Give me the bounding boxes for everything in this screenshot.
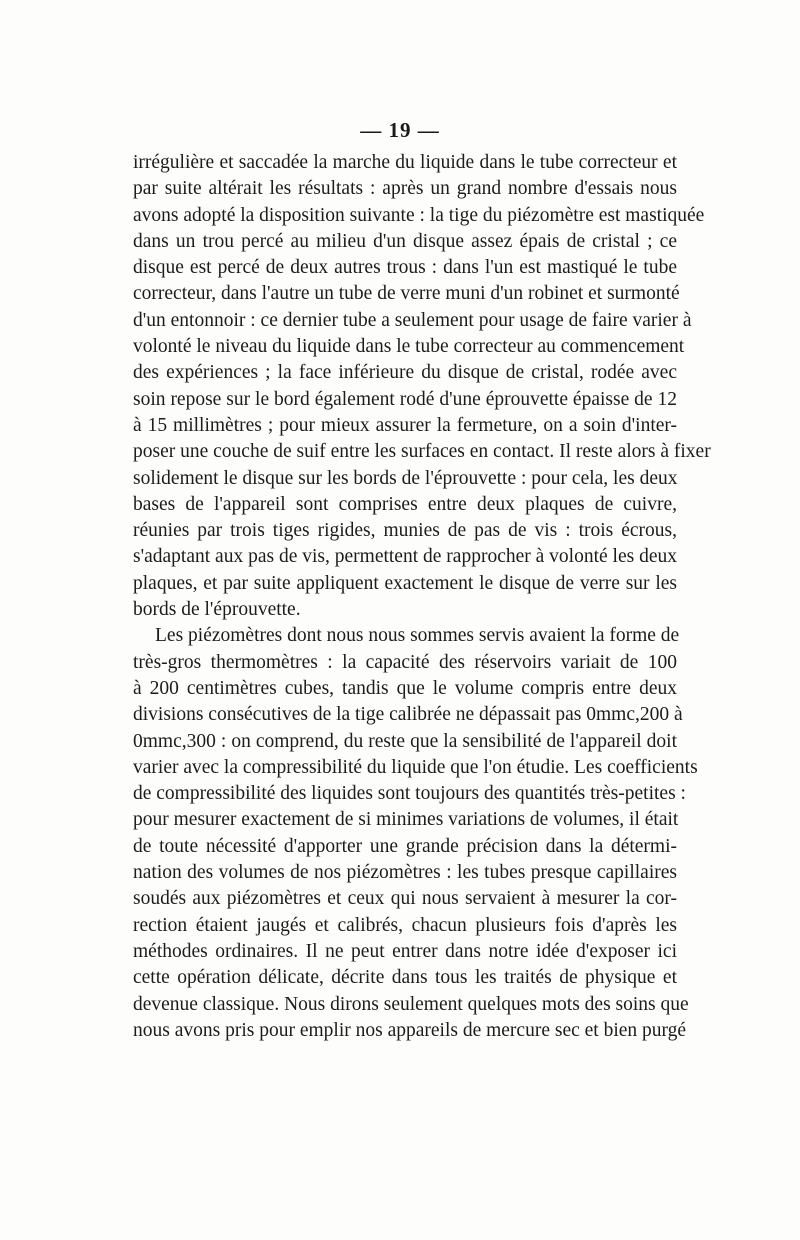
text-line: irrégulière et saccadée la marche du liquide dans le tube correcteur et bbox=[133, 152, 677, 173]
text-line: à 200 centimètres cubes, tandis que le volume compris entre deux bbox=[133, 677, 677, 699]
text-line: de toute nécessité d'apporter une grande précision dans la détermi- bbox=[133, 835, 677, 857]
page-number: — 19 — bbox=[360, 118, 440, 142]
text-line: poser une couche de suif entre les surfaces en contact. Il reste alors à fixer bbox=[133, 441, 711, 463]
text-line: varier avec la compressibilité du liquide que l'on étudie. Les coefficients bbox=[133, 756, 698, 778]
text-line: volonté le niveau du liquide dans le tube correcteur au commencement bbox=[133, 336, 685, 358]
text-line: très-gros thermomètres : la capacité des réservoirs variait de 100 bbox=[133, 651, 677, 673]
paragraph-1 bbox=[133, 150, 711, 623]
body-text bbox=[133, 150, 711, 1044]
text-line: dans un trou percé au milieu d'un disque assez épais de cristal ; ce bbox=[133, 230, 677, 252]
text-line: d'un entonnoir : ce dernier tube a seulement pour usage de faire varier à bbox=[133, 309, 692, 331]
paragraph-2 bbox=[133, 623, 698, 1044]
text-line: Les piézomètres dont nous nous sommes servis avaient la forme de bbox=[155, 625, 680, 647]
text-line: correcteur, dans l'autre un tube de verre muni d'un robinet et surmonté bbox=[133, 283, 680, 305]
text-line: cette opération délicate, décrite dans tous les traités de physique et bbox=[133, 967, 677, 989]
text-line: solidement le disque sur les bords de l'éprouvette : pour cela, les deux bbox=[133, 467, 678, 489]
text-line: plaques, et par suite appliquent exactement le disque de verre sur les bbox=[133, 572, 677, 594]
text-line: devenue classique. Nous dirons seulement quelques mots des soins que bbox=[133, 993, 689, 1015]
text-line: nation des volumes de nos piézomètres : les tubes presque capillaires bbox=[133, 862, 677, 884]
text-line: nous avons pris pour emplir nos appareils de mercure sec et bien purgé bbox=[133, 1019, 687, 1041]
text-line: rection étaient jaugés et calibrés, chacun plusieurs fois d'après les bbox=[133, 914, 677, 936]
text-line: divisions consécutives de la tige calibrée ne dépassait pas 0mmc,200 à bbox=[133, 704, 683, 726]
text-line: par suite altérait les résultats : après un grand nombre d'essais nous bbox=[133, 178, 677, 200]
text-line: pour mesurer exactement de si minimes variations de volumes, il était bbox=[133, 809, 679, 831]
text-line: s'adaptant aux pas de vis, permettent de rapprocher à volonté les deux bbox=[133, 546, 677, 568]
text-line: avons adopté la disposition suivante : la tige du piézomètre est mastiquée bbox=[133, 204, 705, 226]
text-line: bords de l'éprouvette. bbox=[133, 599, 301, 621]
text-line: 0mmc,300 : on comprend, du reste que la sensibilité de l'appareil doit bbox=[133, 730, 677, 752]
text-line: méthodes ordinaires. Il ne peut entrer dans notre idée d'exposer ici bbox=[133, 940, 677, 962]
text-line: soudés aux piézomètres et ceux qui nous servaient à mesurer la cor- bbox=[133, 888, 677, 910]
text-line: de compressibilité des liquides sont toujours des quantités très-petites : bbox=[133, 783, 686, 805]
text-line: soin repose sur le bord également rodé d'une éprouvette épaisse de 12 bbox=[133, 388, 677, 410]
text-line: des expériences ; la face inférieure du disque de cristal, rodée avec bbox=[133, 362, 677, 384]
text-line: réunies par trois tiges rigides, munies de pas de vis : trois écrous, bbox=[133, 520, 677, 542]
text-line: disque est percé de deux autres trous : dans l'un est mastiqué le tube bbox=[133, 257, 677, 279]
text-line: à 15 millimètres ; pour mieux assurer la fermeture, on a soin d'inter- bbox=[133, 414, 677, 436]
text-line: bases de l'appareil sont comprises entre deux plaques de cuivre, bbox=[133, 493, 677, 515]
